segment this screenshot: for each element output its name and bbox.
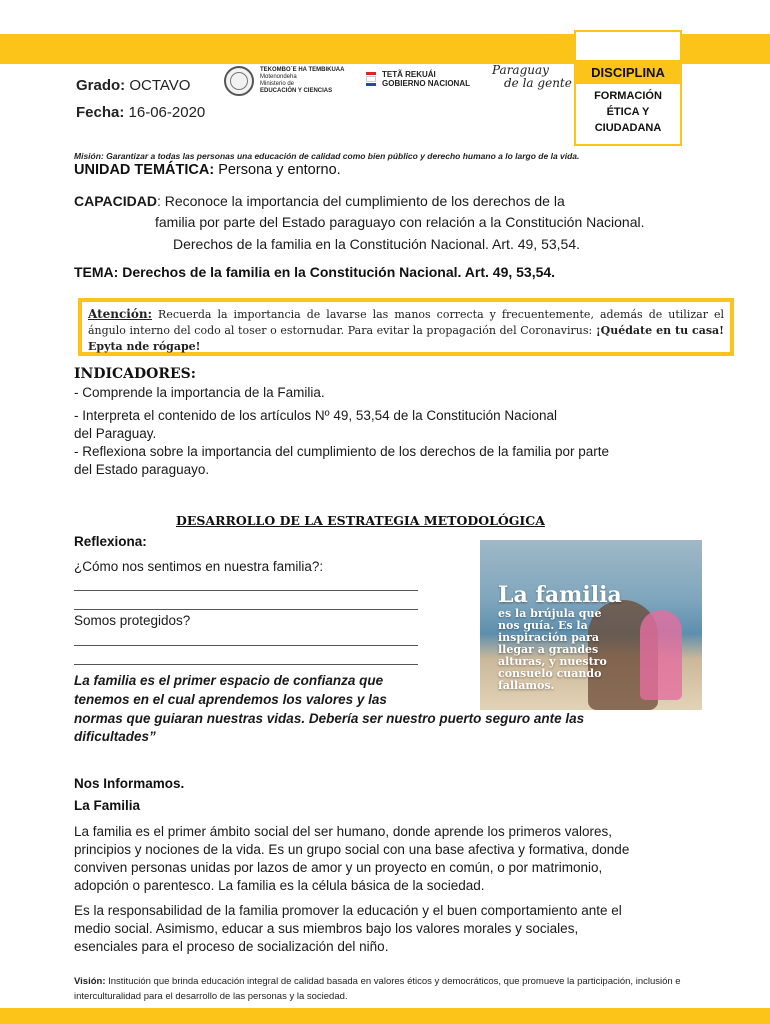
question-1: ¿Cómo nos sentimos en nuestra familia?: [74, 559, 324, 574]
body-p1-line4: adopción o parentesco. La familia es la célula básica de la sociedad. [74, 878, 485, 893]
photo-caption: La familia es la brújula que nos guía. Es la inspiración para llegar a grandes alturas, y nuestro consuelo cuando fallamos. [498, 582, 622, 692]
vision-text: Institución que brinda educación integral de calidad basada en valores éticos y democráticos, que promueve la participación, inclusión e interculturalidad para el desarrollo de las personas y la sociedad. [74, 976, 681, 1002]
capacidad-line1: CAPACIDAD: Reconoce la importancia del cumplimiento de los derechos de la [74, 193, 565, 209]
disciplina-name: FORMACIÓN ÉTICA Y CIUDADANA [594, 90, 662, 134]
quote-line1: La familia es el primer espacio de confianza que [74, 673, 384, 688]
fecha-value: 16-06-2020 [128, 104, 206, 121]
ministry-logo: TEKOMBO´E HA TEMBIKUAA Motenondeha Ministerio de EDUCACIÓN Y CIENCIAS [224, 66, 344, 96]
indicador-3a: - Reflexiona sobre la importancia del cumplimiento de los derechos de la familia por parte [74, 444, 610, 459]
capacidad-line2: familia por parte del Estado paraguayo con relación a la Constitución Nacional. [155, 214, 645, 230]
capacidad-label: CAPACIDAD [74, 193, 157, 209]
la-familia-heading: La Familia [74, 798, 141, 813]
body-p2-line2: medio social. Asimismo, educar a sus miembros bajo los valores morales y sociales, [74, 921, 579, 936]
unidad-label: UNIDAD TEMÁTICA: [74, 162, 215, 178]
indicadores-title: INDICADORES: [74, 366, 196, 382]
quote-line2: tenemos en el cual aprendemos los valores y las [74, 692, 387, 707]
reflexiona-title: Reflexiona: [74, 534, 147, 549]
answer-line [74, 645, 418, 646]
capacidad-line3: Derechos de la familia en la Constitución Nacional. Art. 49, 53,54. [173, 236, 581, 252]
disciplina-box [574, 30, 682, 146]
flag-stripes-icon [366, 72, 376, 86]
indicador-3b: del Estado paraguayo. [74, 462, 210, 477]
unidad-value: Persona y entorno. [218, 162, 341, 178]
question-2: Somos protegidos? [74, 613, 191, 628]
body-p2-line1: Es la responsabilidad de la familia promover la educación y el buen comportamiento ante el [74, 903, 622, 918]
answer-line [74, 609, 418, 610]
tema: TEMA: Derechos de la familia en la Constitución Nacional. Art. 49, 53,54. [74, 264, 556, 280]
paraguay-logo: Paraguay de la gente [492, 63, 572, 90]
vision-label: Visión: [74, 976, 106, 987]
disciplina-label: DISCIPLINA [576, 60, 680, 84]
attention-text: Recuerda la importancia de lavarse las manos correcta y frecuentemente, además de utilizar el ángulo interno del codo al toser o estornudar. Para evitar la propagación del Coronavirus: [88, 308, 724, 337]
attention-slogan: ¡Quédate en tu casa! Epyta nde rógape! [88, 324, 725, 353]
attention-box [78, 298, 734, 356]
quote-line4: dificultades” [74, 729, 156, 744]
unidad-tematica [74, 162, 341, 178]
answer-line [74, 664, 418, 665]
desarrollo-title: DESARROLLO DE LA ESTRATEGIA METODOLÓGICA [176, 513, 545, 528]
quote-line3: normas que guiaran nuestras vidas. Debería ser nuestro puerto seguro ante las [74, 711, 585, 726]
daughter-figure [640, 610, 682, 700]
grado-line [76, 77, 190, 94]
answer-line [74, 590, 418, 591]
body-p1-line1: La familia es el primer ámbito social del ser humano, donde aprende los primeros valores, [74, 824, 613, 839]
family-photo [480, 540, 702, 710]
body-p1-line2: principios y nociones de la vida. Es un grupo social con una base afectiva y formativa, donde [74, 842, 630, 857]
government-logo: TETÃ REKUÁI GOBIERNO NACIONAL [366, 70, 470, 88]
attention-label: Atención: [88, 307, 153, 321]
indicador-1: - Comprende la importancia de la Familia. [74, 385, 325, 400]
grado-label: Grado: [76, 77, 126, 94]
indicador-2a: - Interpreta el contenido de los artículos Nº 49, 53,54 de la Constitución Nacional [74, 408, 557, 423]
bottom-banner [0, 1008, 770, 1024]
grado-value: OCTAVO [129, 77, 191, 94]
mision-statement: Misión: Garantizar a todas las personas una educación de calidad como bien público y derecho humano a lo largo de la vida. [74, 151, 580, 161]
body-p1-line3: conviven personas unidas por lazos de amor y un proyecto en común, o por matrimonio, [74, 860, 603, 875]
indicador-2b: del Paraguay. [74, 426, 157, 441]
body-p2-line3: esenciales para el proceso de socialización del niño. [74, 939, 389, 954]
fecha-line [76, 104, 205, 121]
fecha-label: Fecha: [76, 104, 125, 121]
vision-statement [74, 974, 714, 1004]
nos-informamos-heading: Nos Informamos. [74, 776, 185, 791]
seal-icon [224, 66, 254, 96]
